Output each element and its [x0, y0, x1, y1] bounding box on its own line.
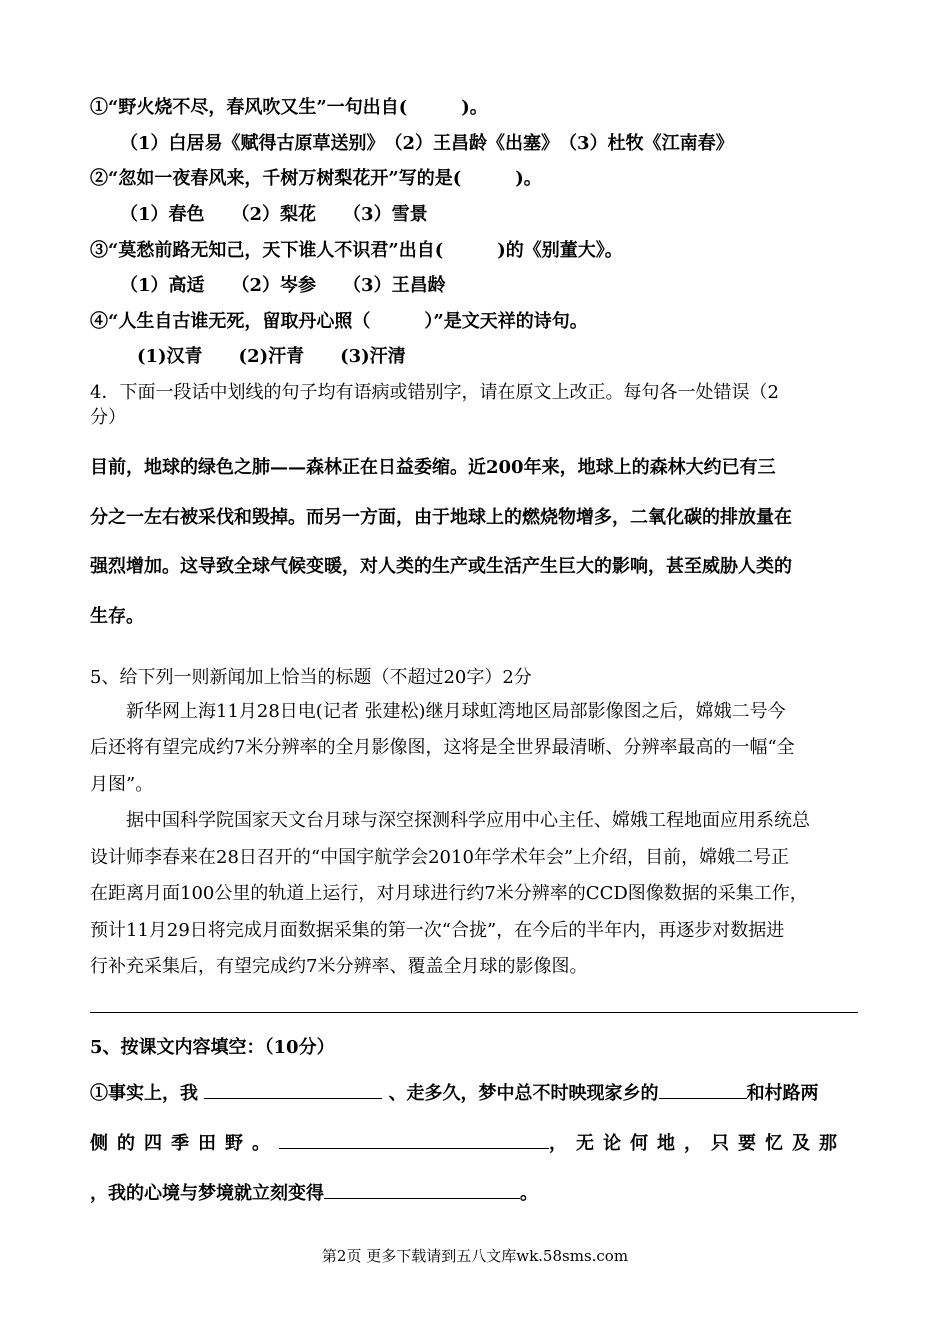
q5b-line3	[90, 1180, 538, 1206]
q5a-news-line: 据中国科学院国家天文台月球与深空探测科学应用中心主任、嫦娥工程地面应用系统总	[90, 810, 810, 831]
blank-field[interactable]	[324, 1180, 520, 1199]
q5a-news-line: 设计师李春来在28日召开的“中国宇航学会2010年学术年会”上介绍，目前，嫦娥二号正	[90, 847, 790, 868]
q5b-line1	[90, 1080, 819, 1106]
q4-passage-line: 分之一左右被采伐和毁掉。而另一方面，由于地球上的燃烧物增多，二氧化碳的排放量在	[90, 507, 792, 528]
q3-item3-options: （1）高适 （2）岑参 （3）王昌龄	[120, 275, 446, 296]
q5a-news-line: 后还将有望完成约7米分辨率的全月影像图，这将是全世界最清晰、分辨率最高的一幅“全	[90, 737, 795, 758]
q4-passage-line: 生存。	[90, 606, 144, 627]
q5b-l3-text-b: 。	[520, 1183, 538, 1204]
q3-item2-stem: ②“忽如一夜春风来，千树万树梨花开”写的是( )。	[90, 168, 542, 189]
q3-item4-stem: ④“人生自古谁无死，留取丹心照（ ）”是文天祥的诗句。	[90, 311, 588, 332]
q4-passage-line: 强烈增加。这导致全球气候变暖，对人类的生产或生活产生巨大的影响，甚至威胁人类的	[90, 556, 792, 577]
q4-title-line2: 分）	[90, 407, 126, 428]
q3-item4-options: (1)汉青 (2)汗青 (3)汗清	[137, 346, 406, 367]
q4-title-line1: 4．下面一段话中划线的句子均有语病或错别字，请在原文上改正。每句各一处错误（2	[90, 382, 779, 403]
blank-field[interactable]	[204, 1080, 382, 1099]
q5b-l2-text-b: ，无论何地，只要忆及那	[549, 1133, 846, 1154]
q5b-title: 5、按课文内容填空：（10分）	[90, 1037, 335, 1058]
page-footer: 第2页 更多下载请到五八文库wk.58sms.com	[321, 1247, 629, 1265]
q5b-l3-text-a: ，我的心境与梦境就立刻变得	[90, 1183, 324, 1204]
q3-item2-options: （1）春色 （2）梨花 （3）雪景	[120, 204, 428, 225]
q5a-news-line: 在距离月面100公里的轨道上运行，对月球进行约7米分辨率的CCD图像数据的采集工作，	[90, 883, 808, 904]
q5a-news-line: 预计11月29日将完成月面数据采集的第一次“合拢”，在今后的半年内，再逐步对数据进	[90, 920, 785, 941]
q5a-title: 5、给下列一则新闻加上恰当的标题（不超过20字）2分	[90, 667, 532, 688]
blank-field[interactable]	[279, 1130, 549, 1149]
q5b-l1-text-c: 和村路两	[746, 1083, 819, 1104]
q5a-news-line: 新华网上海11月28日电(记者 张建松)继月球虹湾地区局部影像图之后，嫦娥二号今	[90, 701, 786, 722]
q5a-news-line: 月图”。	[90, 774, 154, 795]
q5b-l1-text-a: ①事实上，我	[90, 1083, 198, 1104]
blank-field[interactable]	[659, 1080, 747, 1099]
answer-line[interactable]	[90, 1012, 858, 1013]
q3-item3-stem: ③“莫愁前路无知己，天下谁人不识君”出自( )的《别董大》。	[90, 240, 623, 261]
q5b-line2	[90, 1130, 846, 1156]
q3-item1-options: （1）白居易《赋得古原草送别》 （2）王昌龄《出塞》 （3）杜牧《江南春》	[120, 133, 734, 154]
q5b-l1-text-b: 、走多久，梦中总不时映现家乡的	[388, 1083, 659, 1104]
q3-item1-stem: ①“野火烧不尽，春风吹又生”一句出自( )。	[90, 97, 488, 118]
q4-passage-line: 目前，地球的绿色之肺——森林正在日益委缩。近200年来，地球上的森林大约已有三	[90, 457, 776, 478]
q5a-news-line: 行补充采集后，有望完成约7米分辨率、覆盖全月球的影像图。	[90, 956, 588, 977]
q5b-l2-text-a: 侧的四季田野。	[90, 1133, 279, 1154]
